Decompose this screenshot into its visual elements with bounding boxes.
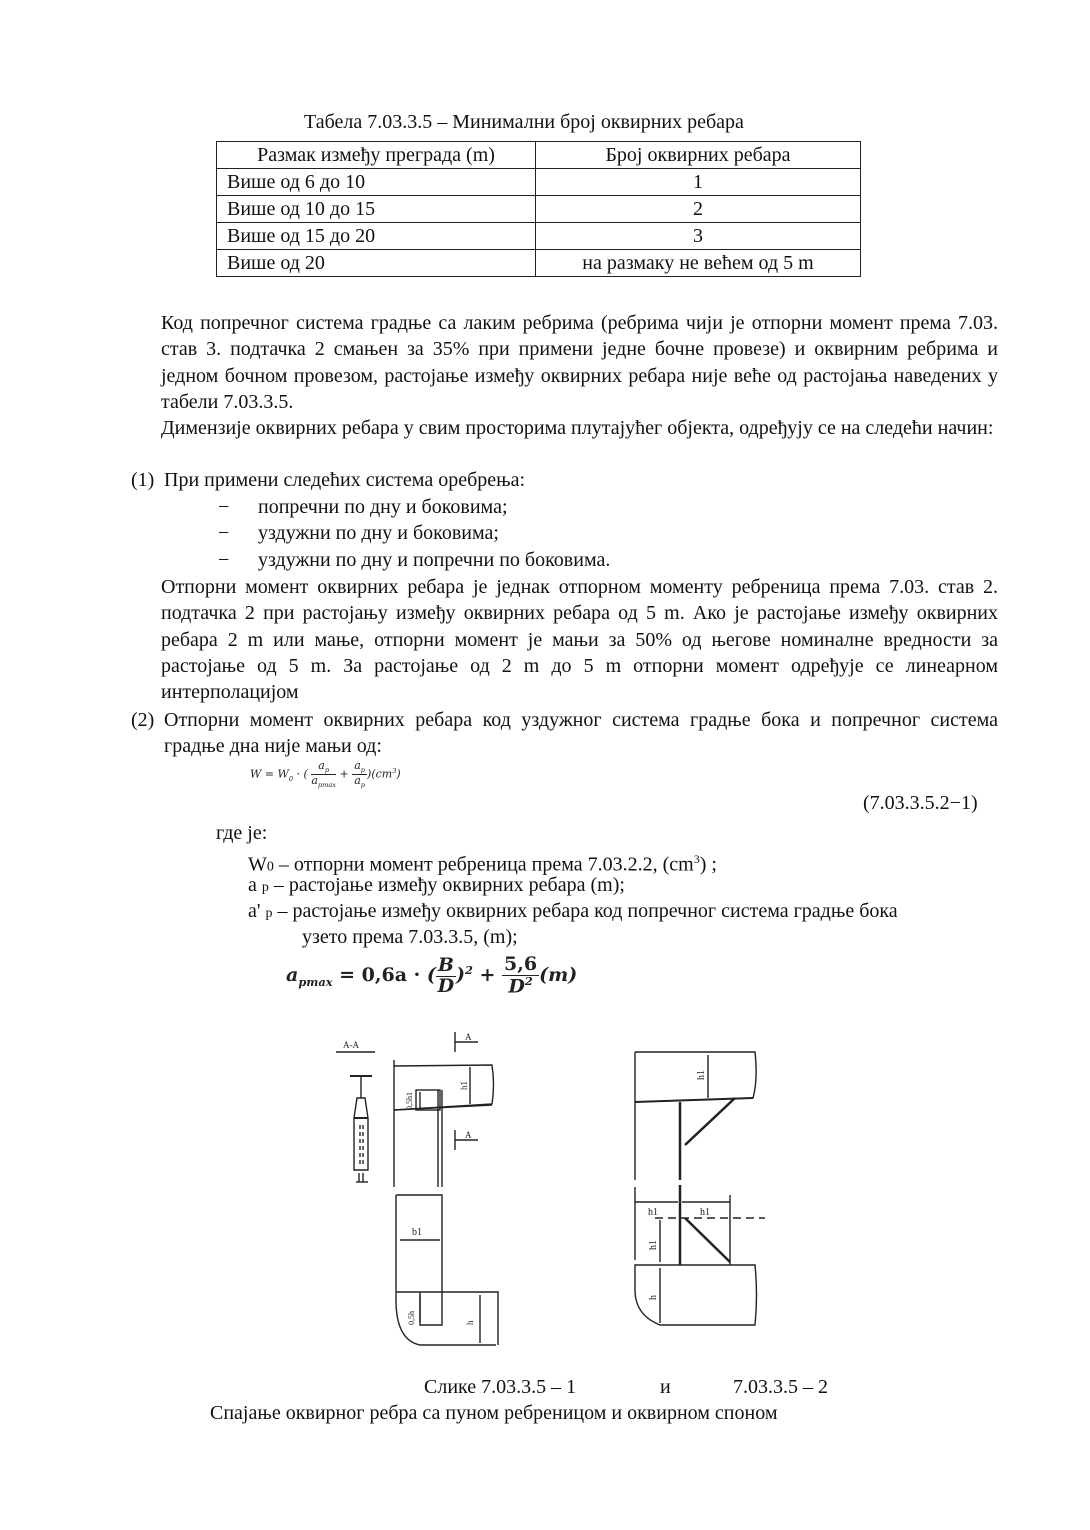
bullet-dash: − (218, 496, 230, 518)
frac-den: a (311, 774, 318, 788)
frac-num: a (318, 759, 325, 772)
table-header-cell: Размак између преграда (m) (217, 142, 536, 169)
table-cell: 3 (536, 223, 861, 250)
bullet-item: уздужни по дну и попречни по боковима. (258, 549, 611, 571)
frac-num: B (437, 953, 454, 976)
formula-lhs: W = W (250, 767, 289, 781)
bullet-item: попречни по дну и боковима; (258, 496, 508, 518)
figure-2-drawing (630, 1050, 770, 1340)
formula-plus: + (472, 964, 503, 987)
definition-ap-prime (248, 898, 898, 927)
formula-unit-close: ) (396, 767, 401, 781)
symbol: a' (248, 900, 266, 922)
frac-den: a (354, 774, 361, 788)
definition-end: ) ; (699, 853, 717, 876)
subscript: p (265, 906, 273, 921)
item-1-text: При примени следећих система оребрења: (164, 469, 526, 491)
table-row (217, 250, 861, 277)
symbol: W (248, 853, 267, 876)
formula-lhs: a (286, 964, 299, 987)
formula-sup: 2 (524, 973, 533, 988)
paragraph-section-modulus: Отпорни момент оквирних ребара је једнак отпорном моменту ребреница према 7.03. став 2. подтачка 2 при растојању између оквирних ребара од 5 m. Ако је растојање између оквирних ребара 2 m или мање, отпорни момент је мањи за 50% од његове номиналне вредности за растојање од 5 m. За растојање од 2 m до 5 m отпорни момент одређује се линеарном интерполацијом (161, 576, 998, 704)
table-cell: Више од 6 до 10 (217, 169, 536, 196)
frac-num: 5,6 (504, 953, 538, 975)
item-number-2: (2) (131, 709, 155, 731)
table-cell: 2 (536, 196, 861, 223)
svg-text:h1: h1 (700, 1207, 710, 1218)
definition-text: – растојање између оквирних ребара код попречног система градње бока (272, 900, 898, 922)
svg-text:0,5h: 0,5h (407, 1311, 416, 1325)
table-header-row (217, 142, 861, 169)
svg-text:h1: h1 (459, 1081, 469, 1090)
formula-apmax: $a_{pmax} = 0,6a$ · ( $\frac{B}{D}$ )$^2$ + $\frac{5,6}{D^2}$ (m) (286, 953, 578, 998)
frac-num: a (354, 759, 361, 772)
fraction (311, 760, 336, 789)
fraction (502, 955, 539, 997)
table-caption: Табела 7.03.3.5 – Минимални број оквирних ребара (304, 111, 744, 133)
svg-text:A-A: A-A (343, 1040, 359, 1050)
table-cell: 1 (536, 169, 861, 196)
symbol: a (248, 874, 262, 896)
table-row (217, 223, 861, 250)
table-cell: Више од 10 до 15 (217, 196, 536, 223)
formula-unit: (cm (371, 767, 393, 781)
table-cell: Више од 15 до 20 (217, 223, 536, 250)
frame-count-table (216, 141, 861, 277)
subscript: 0 (266, 859, 274, 875)
subscript: p (261, 880, 269, 895)
formula-w: $W = W_0$ · ( $\frac{a_p}{a_{pmax}}$ + $\frac{a_p}{a_p}$ )$(cm^3)$ (250, 759, 401, 790)
item-2-text: Отпорни момент оквирних ребара код уздужног система градње бока и попречног система градње дна није мањи од: (164, 709, 998, 758)
svg-text:A: A (465, 1032, 472, 1042)
frac-sub: pmax (317, 781, 336, 790)
figure-caption-and: и (660, 1376, 671, 1398)
formula-sub: 0 (288, 774, 294, 783)
frac-sub: p (324, 766, 330, 775)
table-cell: на размаку не већем од 5 m (536, 250, 861, 277)
figure-caption-title: Спајање оквирног ребра са пуном ребреницом и оквирном споном (210, 1402, 778, 1424)
equation-number: (7.03.3.5.2−1) (863, 792, 978, 814)
figure-caption-2: 7.03.3.5 – 2 (733, 1376, 828, 1398)
item-number-1: (1) (131, 469, 155, 491)
formula-unit: (m) (539, 964, 578, 987)
definition-ap-prime-cont: узето према 7.03.3.5, (m); (302, 926, 518, 948)
definition-ap (248, 872, 625, 901)
definition-text: – растојање између оквирних ребара (m); (268, 874, 625, 896)
svg-text:h: h (465, 1320, 475, 1325)
formula-sup: 3 (392, 766, 397, 775)
table-header-cell: Број оквирних ребара (536, 142, 861, 169)
frac-sub: p (360, 781, 366, 790)
table-row (217, 196, 861, 223)
superscript: 3 (693, 852, 700, 866)
svg-text:h: h (648, 1295, 659, 1300)
frac-sub: p (360, 766, 366, 775)
formula-sub: pmax (298, 974, 333, 989)
svg-text:h1: h1 (648, 1240, 659, 1250)
svg-text:h1: h1 (696, 1070, 707, 1080)
table-cell: Више од 20 (217, 250, 536, 277)
svg-text:h1: h1 (648, 1207, 658, 1218)
paragraph-light-frames: Код попречног система градње са лаким ребрима (ребрима чији је отпорни момент према 7.03. став 3. подтачка 2 смањен за 35% при примени једне бочне провезе) и оквирним ребрима и једном бочном провезом, растојање између оквирних ребара није веће од растојања наведених у табели 7.03.3.5. (161, 312, 998, 413)
formula-eq: = 0,6a · (332, 964, 427, 987)
formula-sup: 2 (464, 962, 473, 977)
bullet-dash: − (218, 549, 230, 571)
figure-1-drawing (320, 1030, 530, 1360)
bullet-item: уздужни по дну и боковима; (258, 522, 499, 544)
svg-text:b1: b1 (412, 1227, 422, 1238)
figure-caption-1: Слике 7.03.3.5 – 1 (424, 1376, 577, 1398)
paragraph-dimensions: Димензије оквирних ребара у свим просторима плутајућег објекта, одређују се на следећи начин: (161, 417, 994, 439)
fraction (436, 953, 456, 997)
bullet-dash: − (218, 522, 230, 544)
where-label: где је: (216, 822, 268, 844)
definition-text: – отпорни момент ребреница према 7.03.2.2, (cm (273, 853, 694, 876)
svg-text:A: A (465, 1130, 472, 1140)
frac-den: D (437, 974, 455, 997)
svg-text:0,5h1: 0,5h1 (405, 1092, 414, 1110)
table-row (217, 169, 861, 196)
fraction (352, 760, 367, 789)
frac-den: D (508, 975, 525, 998)
